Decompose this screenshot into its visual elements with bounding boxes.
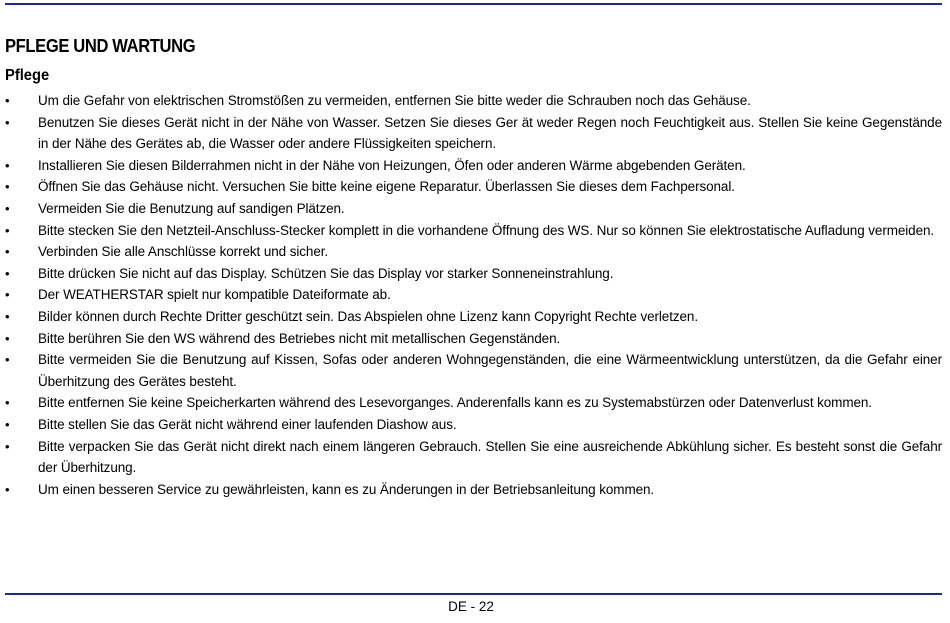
bullet-icon: •	[5, 330, 10, 346]
list-item-text: Bitte verpacken Sie das Gerät nicht direkt nach einem längeren Gebrauch. Stellen Sie eine ausreichende Abkühlung sicher. Es besteht sonst die Gefahr der Überhitzung.	[38, 438, 942, 476]
bullet-icon: •	[5, 114, 10, 130]
list-item-text: Öffnen Sie das Gehäuse nicht. Versuchen Sie bitte keine eigene Reparatur. Überlassen Sie dieses dem Fachpersonal.	[38, 179, 735, 195]
bullet-icon: •	[5, 438, 10, 454]
bullet-icon: •	[5, 222, 10, 238]
list-item	[0, 349, 942, 392]
page-number: DE - 22	[448, 599, 494, 614]
list-item	[0, 198, 942, 220]
page-title: PFLEGE UND WARTUNG	[5, 36, 196, 56]
list-item	[0, 436, 942, 479]
bottom-rule	[5, 593, 942, 595]
bullet-icon: •	[5, 200, 10, 216]
bullet-icon: •	[5, 481, 10, 497]
list-item-text: Bitte entfernen Sie keine Speicherkarten während des Lesevorganges. Anderenfalls kann es zu Systemabstürzen oder Datenverlust kommen.	[38, 395, 872, 411]
bullet-icon: •	[5, 265, 10, 281]
list-item	[0, 306, 942, 328]
bullet-icon: •	[5, 395, 10, 411]
list-item	[0, 414, 942, 436]
list-item	[0, 328, 942, 350]
list-item-text: Vermeiden Sie die Benutzung auf sandigen Plätzen.	[38, 200, 345, 216]
list-item-text: Bitte berühren Sie den WS während des Betriebes nicht mit metallischen Gegenständen.	[38, 330, 561, 346]
list-item	[0, 220, 942, 242]
bullet-icon: •	[5, 157, 10, 173]
list-item-text: Bitte stecken Sie den Netzteil-Anschluss-Stecker komplett in die vorhandene Öffnung des WS. Nur so können Sie elektrostatische Aufladung vermeiden.	[38, 222, 935, 238]
list-item-text: Um einen besseren Service zu gewährleisten, kann es zu Änderungen in der Betriebsanleitung kommen.	[38, 481, 655, 497]
list-item-text: Bitte vermeiden Sie die Benutzung auf Kissen, Sofas oder anderen Wohngegenständen, die eine Wärmeentwicklung unterstützen, da die Gefahr einer Überhitzung des Gerätes besteht.	[38, 352, 942, 389]
bullet-icon: •	[5, 287, 10, 303]
list-item-text: Der WEATHERSTAR spielt nur kompatible Dateiformate ab.	[38, 287, 391, 303]
bullet-icon: •	[5, 93, 10, 108]
section-title: Pflege	[5, 67, 50, 84]
care-instructions-list	[0, 90, 942, 500]
list-item	[0, 241, 942, 263]
bullet-icon: •	[5, 179, 10, 195]
list-item	[0, 284, 942, 306]
top-rule	[5, 3, 942, 5]
list-item-text: Bilder können durch Rechte Dritter geschützt sein. Das Abspielen ohne Lizenz kann Copyright Rechte verletzen.	[38, 308, 698, 324]
list-item	[0, 392, 942, 414]
list-item	[0, 112, 942, 155]
list-item-text: Bitte drücken Sie nicht auf das Display. Schützen Sie das Display vor starker Sonneneinstrahlung.	[38, 265, 614, 281]
bullet-icon: •	[5, 308, 10, 324]
list-item-text: Bitte stellen Sie das Gerät nicht während einer laufenden Diashow aus.	[38, 416, 457, 432]
list-item-text: Installieren Sie diesen Bilderrahmen nicht in der Nähe von Heizungen, Öfen oder anderen Wärme abgebenden Geräten.	[38, 157, 746, 173]
list-item	[0, 263, 942, 285]
list-item-text: Um die Gefahr von elektrischen Stromstößen zu vermeiden, entfernen Sie bitte weder die Schrauben noch das Gehäuse.	[38, 93, 751, 108]
bullet-icon: •	[5, 244, 10, 260]
list-item	[0, 479, 942, 501]
list-item	[0, 176, 942, 198]
list-item-text: Verbinden Sie alle Anschlüsse korrekt und sicher.	[38, 244, 329, 260]
list-item-text: Benutzen Sie dieses Gerät nicht in der Nähe von Wasser. Setzen Sie dieses Ger ät weder Regen noch Feuchtigkeit aus. Stellen Sie keine Gegenstände in der Nähe des Gerätes ab, die Wasser oder andere Flüssigkeiten speichern.	[38, 114, 942, 152]
bullet-icon: •	[5, 352, 10, 368]
bullet-icon: •	[5, 416, 10, 432]
list-item	[0, 90, 942, 112]
list-item	[0, 155, 942, 177]
